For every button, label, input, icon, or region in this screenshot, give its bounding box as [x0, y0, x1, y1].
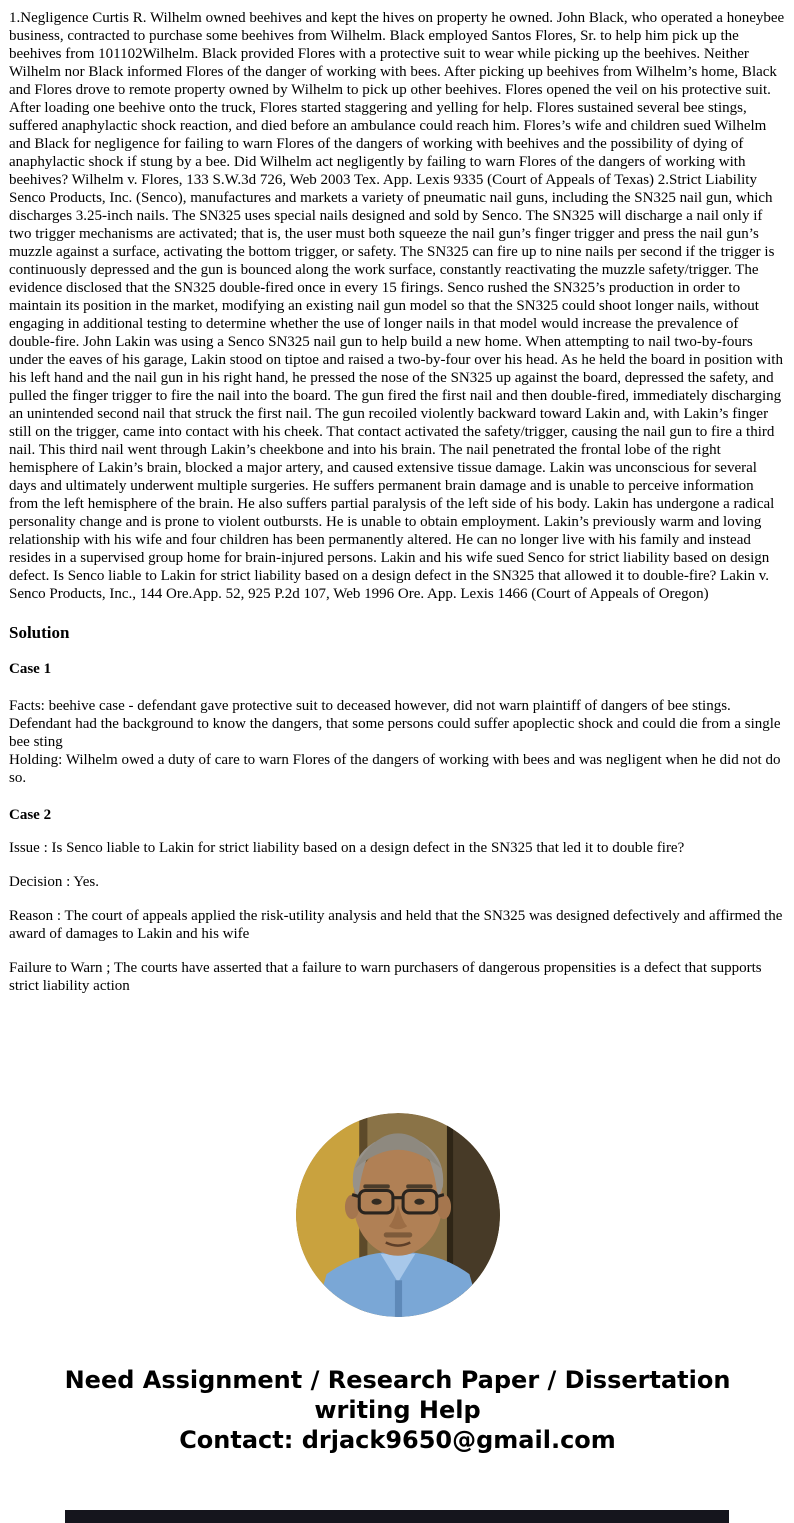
case2-issue: Issue : Is Senco liable to Lakin for strict liability based on a design defect in the SN325 that led it to double fire?	[9, 840, 685, 856]
tutor-avatar-image	[296, 1113, 500, 1317]
solution-heading: Solution	[9, 623, 70, 642]
case1-facts: Facts: beehive case - defendant gave protective suit to deceased however, did not warn plaintiff of dangers of bee stings. Defendant had the background to know the dangers, that some persons could suffer apoplectic shock and could die from a single bee sting	[9, 698, 781, 750]
case2-title: Case 2	[9, 807, 52, 823]
case2-failure-to-warn: Failure to Warn ; The courts have asserted that a failure to warn purchasers of dangerous propensities is a defect that supports strict liability action	[9, 960, 762, 994]
questions-paragraph: 1.Negligence Curtis R. Wilhelm owned beehives and kept the hives on property he owned. John Black, who operated a honeybee business, contracted to purchase some beehives from Wilhelm. Black employed Santos Flores, Sr. to help him pick up the beehives from 101102Wilhelm. Black provided Flores with a protective suit to wear while picking up the beehives. Neither Wilhelm nor Black informed Flores of the danger of working with bees. After picking up beehives from Wilhelm’s home, Black and Flores drove to remote property owned by Wilhelm to pick up other beehives. Flores opened the veil on his protective suit. After loading one beehive onto the truck, Flores started staggering and yelling for help. Flores sustained several bee stings, suffered anaphylactic shock reaction, and died before an ambulance could reach him. Flores’s wife and children sued Wilhelm and Black for negligence for failing to warn Flores of the dangers of working with beehives and the possibility of dying of anaphylactic shock if stung by a bee. Did Wilhelm act negligently by failing to warn Flores of the dangers of working with beehives? Wilhelm v. Flores, 133 S.W.3d 726, Web 2003 Tex. App. Lexis 9335 (Court of Appeals of Texas) 2.Strict Liability Senco Products, Inc. (Senco), manufactures and markets a variety of pneumatic nail guns, including the SN325 nail gun, which discharges 3.25-inch nails. The SN325 uses special nails designed and sold by Senco. The SN325 will discharge a nail only if two trigger mechanisms are activated; that is, the user must both squeeze the nail gun’s finger trigger and press the nail gun’s muzzle against a surface, activating the bottom trigger, or safety. The SN325 can fire up to nine nails per second if the trigger is continuously depressed and the gun is bounced along the work surface, constantly reactivating the muzzle safety/trigger. The evidence disclosed that the SN325 double-fired once in every 15 firings. Senco rushed the SN325’s production in order to maintain its position in the market, modifying an existing nail gun model so that the SN325 could shoot longer nails, without engaging in additional testing to determine whether the use of longer nails in that model would increase the prevalence of double-fire. John Lakin was using a Senco SN325 nail gun to help build a new home. When attempting to nail two-by-fours under the eaves of his garage, Lakin stood on tiptoe and raised a two-by-four over his head. As he held the board in position with his left hand and the nail gun in his right hand, he pressed the nose of the SN325 up against the board, depressed the safety, and pulled the finger trigger to fire the nail into the board. The gun fired the first nail and then double-fired, immediately discharging an unintended second nail that struck the first nail. The gun recoiled violently backward toward Lakin and, with Lakin’s finger still on the trigger, came into contact with his cheek. That contact activated the safety/trigger, causing the nail gun to fire a third nail. This third nail went through Lakin’s cheekbone and into his brain. The nail penetrated the frontal lobe of the right hemisphere of Lakin’s brain, blocked a major artery, and caused extensive tissue damage. Lakin was unconscious for several days and ultimately underwent multiple surgeries. He suffers permanent brain damage and is unable to perceive information from the left hemisphere of the brain. He also suffers partial paralysis of the left side of his body. Lakin has undergone a radical personality change and is prone to violent outbursts. He is unable to obtain employment. Lakin’s previously warm and loving relationship with his wife and four children has been permanently altered. He can no longer live with his family and instead resides in a supervised group home for brain-injured persons. Lakin and his wife sued Senco for strict liability based on design defect. Is Senco liable to Lakin for strict liability based on a design defect in the SN325 that allowed it to double-fire? Lakin v. Senco Products, Inc., 144 Ore.App. 52, 925 P.2d 107, Web 1996 Ore. App. Lexis 1466 (Court of Appeals of Oregon)	[9, 10, 785, 602]
case2-decision: Decision : Yes.	[9, 874, 100, 890]
case1-answer-block	[9, 697, 786, 787]
promo-contact-text: Contact: drjack9650@gmail.com	[179, 1426, 616, 1454]
promo-banner	[9, 1365, 786, 1455]
tutor-face-illustration	[296, 1113, 500, 1317]
case1-holding: Holding: Wilhelm owed a duty of care to warn Flores of the dangers of working with bees and was negligent when he did not do so.	[9, 752, 781, 786]
bottom-bar	[65, 1510, 729, 1523]
case2-reason: Reason : The court of appeals applied the risk-utility analysis and held that the SN325 was designed defectively and affirmed the award of damages to Lakin and his wife	[9, 908, 783, 942]
case1-title: Case 1	[9, 661, 52, 677]
promo-help-text: Need Assignment / Research Paper / Dissertation writing Help	[64, 1366, 731, 1424]
avatar	[9, 1113, 786, 1317]
